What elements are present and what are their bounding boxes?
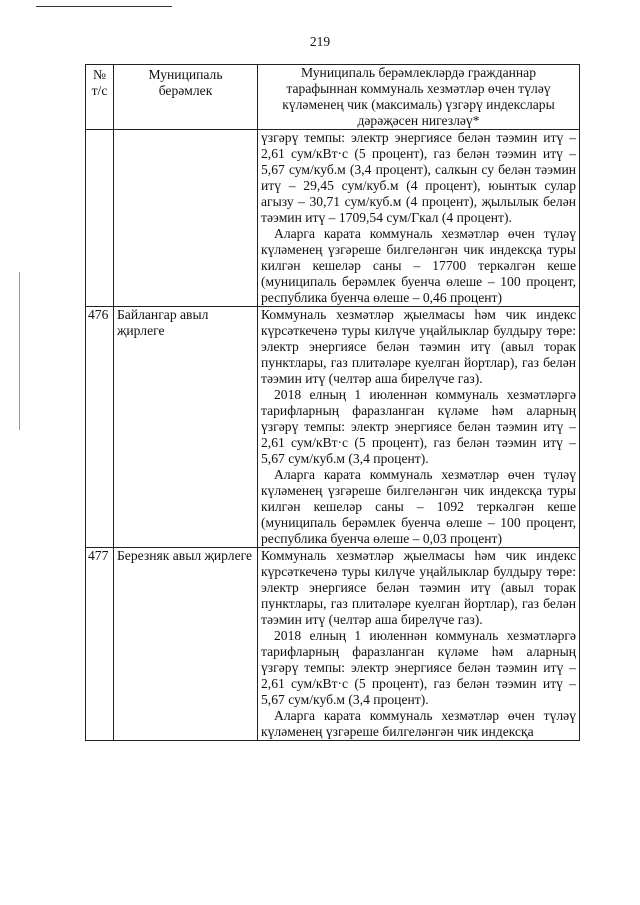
- header-justification: [258, 65, 580, 130]
- table-row: [86, 307, 580, 548]
- paragraph: Аларга карата коммуналь хезмәтләр өчен түләү күләменең үзгәреше билгеләнгән чик индексқа туры килгән кешеләр саны – 1092 теркәлгән кеше (муниципаль берәмлек буенча өлеше – 100 процент, республика буенча өлеше – 0,03 процент): [261, 467, 576, 546]
- table-header-row: [86, 65, 580, 130]
- row-number: [86, 130, 114, 307]
- header-line: т/с: [91, 83, 108, 98]
- paragraph: Аларга карата коммуналь хезмәтләр өчен түләү күләменең үзгәреше билгеләнгән чик индексқа: [261, 708, 576, 739]
- table-row: [86, 548, 580, 741]
- paragraph: Аларга карата коммуналь хезмәтләр өчен түләү күләменең үзгәреше билгеләнгән чик индексқа туры килгән кешеләр саны – 17700 теркәлгән кеше (муниципаль берәмлек буенча өлеше – 100 процент, республика буенча өлеше – 0,46 процент): [261, 226, 576, 305]
- row-justification: [258, 548, 580, 741]
- header-line: дәрәҗәсен нигезләү*: [357, 113, 480, 128]
- header-number: [86, 65, 114, 130]
- header-municipality: [114, 65, 258, 130]
- row-justification: [258, 130, 580, 307]
- row-justification: [258, 307, 580, 548]
- header-line: Муниципаль: [148, 67, 223, 82]
- row-municipality: Березняк авыл җирлеге: [114, 548, 258, 741]
- paragraph: 2018 елның 1 июленнән коммуналь хезмәтләргә тарифларның фаразланган күләме һәм аларның үзгәрү темпы: электр энергиясе белән тәэмин итү – 2,61 сум/кВт·с (5 процент), газ белән тәэмин итү – 5,67 сум/куб.м (3,4 процент).: [261, 628, 576, 707]
- paragraph: Коммуналь хезмәтләр җыелмасы һәм чик индекс күрсәткеченә туры килүче уңайлыклар булдыру төре: электр энергиясе белән тәэмин итү (авыл торак пунктлары, газ плитәләре куелган йортлар), газ белән тәэмин итү (челтәр аша бирелүче газ).: [261, 307, 576, 386]
- paragraph: үзгәрү темпы: электр энергиясе белән тәэмин итү – 2,61 сум/кВт·с (5 процент), газ белән тәэмин итү – 5,67 сум/куб.м (3,4 процент), салкын су белән тәэмин итү – 29,45 сум/куб.м (4 процент), юынтык сулар агызу – 30,71 сум/куб.м (4 процент), җылылык белән тәэмин итү – 1709,54 сум/Гкал (4 процент).: [261, 130, 576, 225]
- header-line: Муниципаль берәмлекләрдә гражданнар: [301, 65, 536, 80]
- page-number: 219: [309, 34, 331, 49]
- row-number: 477: [86, 548, 114, 741]
- paragraph: 2018 елның 1 июленнән коммуналь хезмәтләргә тарифларның фаразланган күләме һәм аларның үзгәрү темпы: электр энергиясе белән тәэмин итү – 2,61 сум/кВт·с (5 процент), газ белән тәэмин итү – 5,67 сум/куб.м (3,4 процент).: [261, 387, 576, 466]
- header-line: №: [93, 67, 106, 82]
- header-line: берәмлек: [158, 83, 213, 98]
- table-row: [86, 130, 580, 307]
- document-table: [85, 64, 580, 741]
- margin-line: [19, 272, 20, 430]
- row-municipality: Байлангар авыл җирлеге: [114, 307, 258, 548]
- header-line: күләменең чик (максималь) үзгәрү индекслары: [282, 97, 555, 112]
- top-rule: [36, 6, 172, 7]
- row-municipality: [114, 130, 258, 307]
- row-number: 476: [86, 307, 114, 548]
- header-line: тарафыннан коммуналь хезмәтләр өчен түләү: [286, 81, 551, 96]
- paragraph: Коммуналь хезмәтләр җыелмасы һәм чик индекс күрсәткеченә туры килүче уңайлыклар булдыру төре: электр энергиясе белән тәэмин итү (авыл торак пунктлары, газ плитәләре куелган йортлар), газ белән тәэмин итү (челтәр аша бирелүче газ).: [261, 548, 576, 627]
